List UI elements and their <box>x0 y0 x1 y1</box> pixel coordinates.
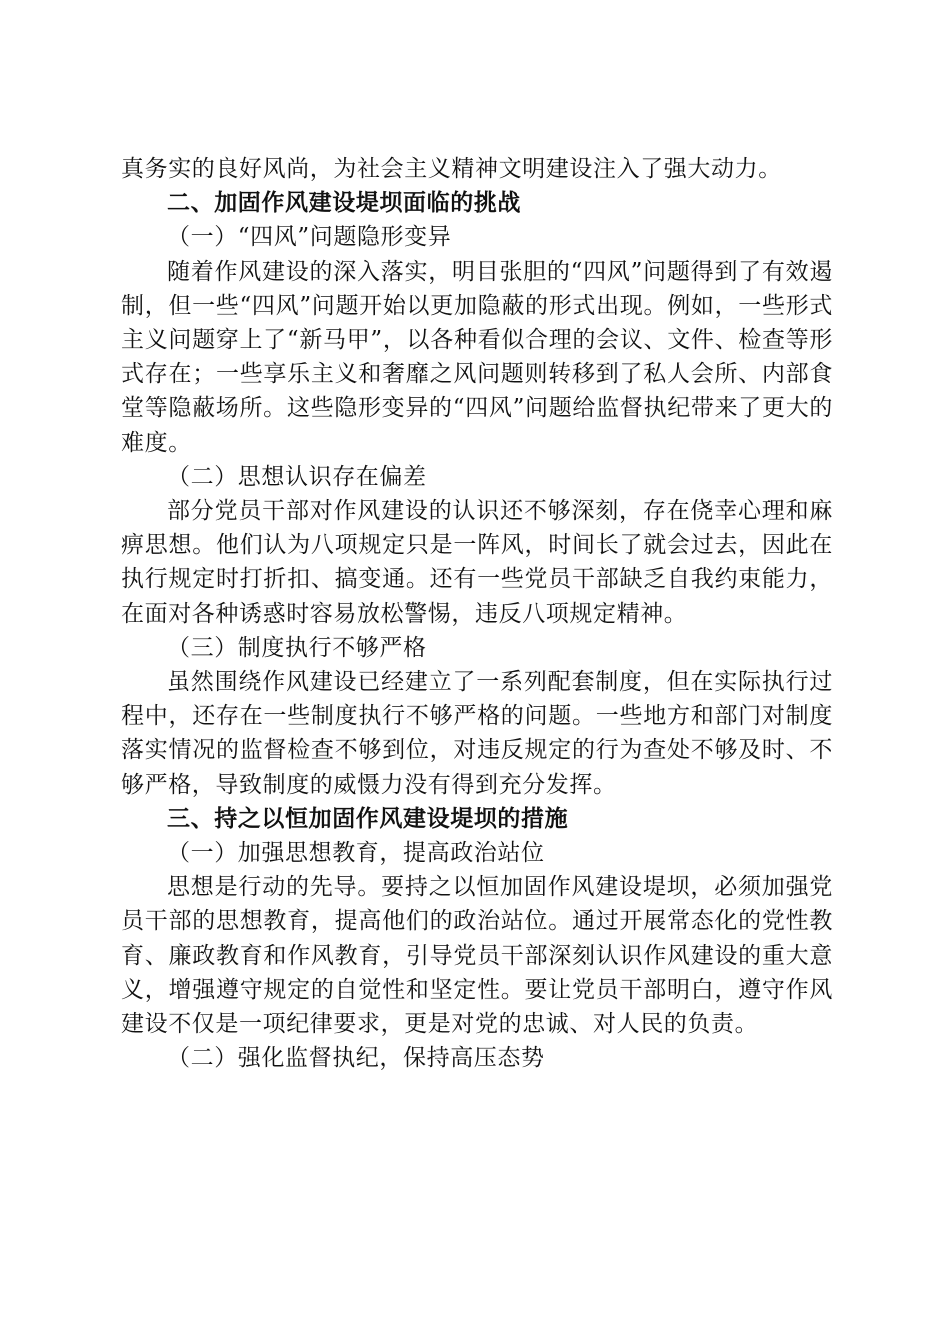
section-heading-3: 三、持之以恒加固作风建设堤坝的措施 <box>167 805 569 832</box>
paragraph-3-1: 思想是行动的先导。要持之以恒加固作风建设堤坝，必须加强党员干部的思想教育，提高他们的政治站位。通过开展常态化的党性教育、廉政教育和作风教育，引导党员干部深刻认识作风建设的重大意义，增强遵守规定的自觉性和坚定性。要让党员干部明白，遵守作风建设不仅是一项纪律要求，更是对党的忠诚、对人民的负责。 <box>121 874 833 1038</box>
subsection-heading-3-2: （二）强化监督执纪，保持高压态势 <box>167 1045 545 1072</box>
subsection-heading-2-1: （一）“四风”问题隐形变异 <box>167 224 452 251</box>
subsection-heading-2-2: （二）思想认识存在偏差 <box>167 463 427 490</box>
paragraph-2-2: 部分党员干部对作风建设的认识还不够深刻，存在侥幸心理和麻痹思想。他们认为八项规定只是一阵风，时间长了就会过去，因此在执行规定时打折扣、搞变通。还有一些党员干部缺乏自我约束能力，在面对各种诱惑时容易放松警惕，违反八项规定精神。 <box>121 498 833 627</box>
paragraph-continuation: 真务实的良好风尚，为社会主义精神文明建设注入了强大动力。 <box>121 156 782 182</box>
subsection-heading-3-1: （一）加强思想教育，提高政治站位 <box>167 840 545 867</box>
paragraph-2-3: 虽然围绕作风建设已经建立了一系列配套制度，但在实际执行过程中，还存在一些制度执行不够严格的问题。一些地方和部门对制度落实情况的监督检查不够到位，对违反规定的行为查处不够及时、不够严格，导致制度的威慑力没有得到充分发挥。 <box>121 669 833 798</box>
subsection-heading-2-3: （三）制度执行不够严格 <box>167 634 427 661</box>
document-page <box>121 152 833 1075</box>
section-heading-2: 二、加固作风建设堤坝面临的挑战 <box>167 190 521 217</box>
paragraph-2-1: 随着作风建设的深入落实，明目张胆的“四风”问题得到了有效遏制，但一些“四风”问题开始以更加隐蔽的形式出现。例如，一些形式主义问题穿上了“新马甲”，以各种看似合理的会议、文件、检查等形式存在；一些享乐主义和奢靡之风问题则转移到了私人会所、内部食堂等隐蔽场所。这些隐形变异的“四风”问题给监督执纪带来了更大的难度。 <box>121 258 833 456</box>
